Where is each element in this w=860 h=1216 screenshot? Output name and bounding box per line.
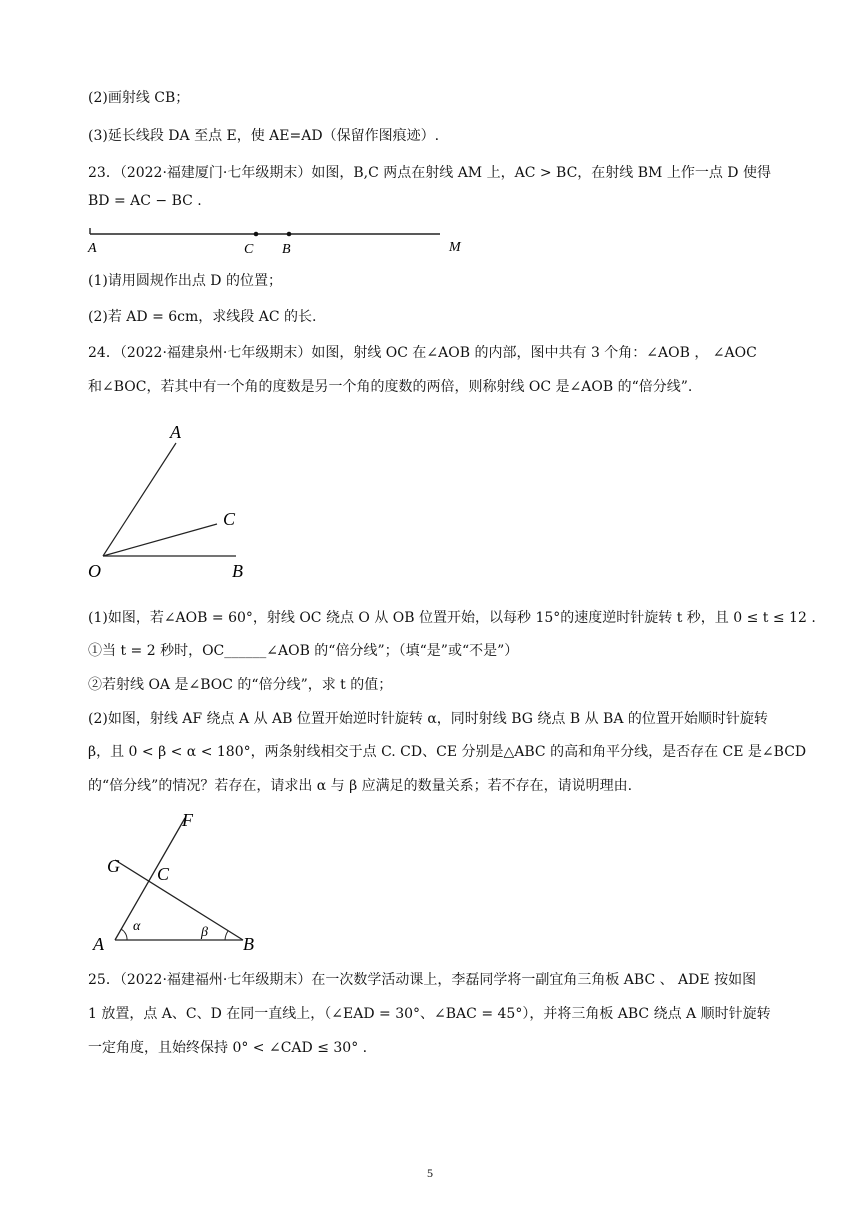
angle-alpha-arc [121,929,127,940]
label-o: O [88,561,101,581]
figure-angle-aob [80,418,280,583]
figure-ray-am [80,222,480,262]
label-g: G [107,856,120,876]
figure-triangle-abc [85,810,285,955]
q23-part2: (2)若 AD = 6cm，求线段 AC 的长. [88,309,317,325]
label-c: C [244,242,254,257]
label-m: M [449,240,461,255]
label-c: C [223,509,236,529]
label-c: C [157,864,170,884]
q24-part1-ii: ②若射线 OA 是∠BOC 的“倍分线”，求 t 的值； [88,677,393,693]
page-number: 5 [427,1166,433,1180]
label-a: A [93,934,104,954]
label-alpha: α [133,919,141,934]
q24-part2: (2)如图，射线 AF 绕点 A 从 AB 位置开始逆时针旋转 α，同时射线 BG 绕点 B 从 BA 的位置开始顺时针旋转 [88,711,768,727]
q23-stem-cont: BD = AC − BC . [88,193,202,209]
label-a: A [170,422,181,442]
label-b: B [243,934,254,954]
q24-stem-cont: 和∠BOC，若其中有一个角的度数是另一个角的度数的两倍，则称射线 OC 是∠AOB 的“倍分线”. [88,379,693,395]
line-extend-da: (3)延长线段 DA 至点 E，使 AE=AD（保留作图痕迹）. [88,128,440,144]
label-beta: β [201,925,208,940]
q24-part1-i: ①当 t = 2 秒时，OC______∠AOB 的“倍分线”；（填“是”或“不是”） [88,643,519,659]
label-b: B [282,242,291,257]
point-b [287,232,292,237]
q24-part2-end: 的“倍分线”的情况？若存在，请求出 α 与 β 应满足的数量关系；若不存在，请说明理由. [88,778,633,794]
angle-beta-arc [225,931,228,940]
label-f: F [182,810,193,830]
label-b: B [232,561,243,581]
q23-part1: (1)请用圆规作出点 D 的位置； [88,273,282,289]
q24-part1: (1)如图，若∠AOB = 60°，射线 OC 绕点 O 从 OB 位置开始，以每秒 15°的速度逆时针旋转 t 秒，且 0 ≤ t ≤ 12 . [88,610,816,626]
q25-stem-cont: 1 放置，点 A、C、D 在同一直线上，（∠EAD = 30°、∠BAC = 45°），并将三角板 ABC 绕点 A 顺时针旋转 [88,1006,771,1022]
label-a: A [88,241,97,256]
q24-stem: 24．（2022·福建泉州·七年级期末）如图，射线 OC 在∠AOB 的内部，图中共有 3 个角：∠AOB ， ∠AOC [88,345,757,361]
q24-part2-cont: β，且 0 < β < α < 180°，两条射线相交于点 C. CD、CE 分别是△ABC 的高和角平分线，是否存在 CE 是∠BCD [88,744,807,760]
q25-stem-end: 一定角度，且始终保持 0° < ∠CAD ≤ 30° . [88,1040,368,1056]
ray-af [115,818,185,940]
q23-stem: 23．（2022·福建厦门·七年级期末）如图，B,C 两点在射线 AM 上，AC > BC，在射线 BM 上作一点 D 使得 [88,165,771,181]
line-draw-ray-cb: (2)画射线 CB； [88,90,190,106]
point-c [254,232,259,237]
q25-stem: 25．（2022·福建福州·七年级期末）在一次数学活动课上，李磊同学将一副宜角三角板 ABC 、 ADE 按如图 [88,972,757,988]
